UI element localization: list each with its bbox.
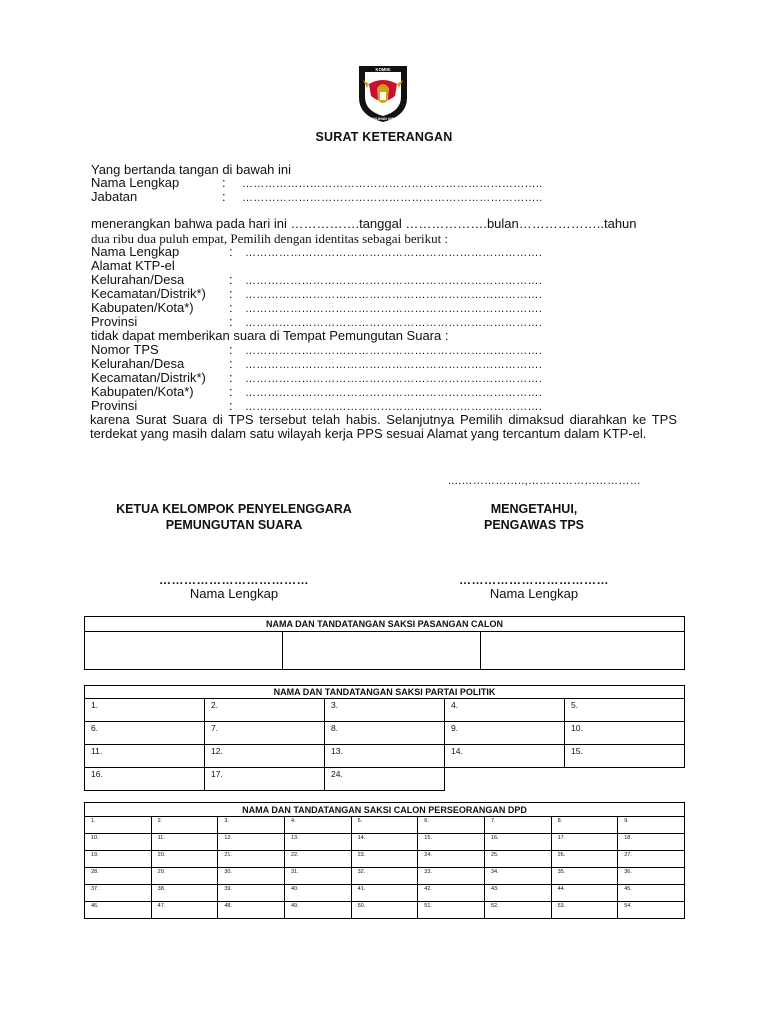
dpd-witness-cell[interactable]: 2.: [151, 817, 218, 834]
dpd-witness-cell[interactable]: 10.: [85, 834, 152, 851]
dpd-witness-cell[interactable]: 19.: [85, 851, 152, 868]
voter-district-label: Kecamatan/Distrik*): [91, 286, 206, 301]
dpd-table-body: [85, 817, 685, 919]
dpd-table-row: [85, 817, 685, 834]
dpd-witness-cell[interactable]: 3.: [218, 817, 285, 834]
dpd-witness-cell[interactable]: 11.: [151, 834, 218, 851]
voter-regency-colon: :: [229, 300, 233, 315]
signer-name-colon: :: [222, 175, 226, 190]
dpd-table-row: [85, 868, 685, 885]
tps-village-label: Kelurahan/Desa: [91, 356, 185, 371]
dpd-witness-cell[interactable]: 47.: [151, 902, 218, 919]
tps-intro-text: tidak dapat memberikan suara di Tempat Pemungutan Suara :: [91, 328, 449, 343]
dpd-witness-cell[interactable]: 33.: [418, 868, 485, 885]
dpd-witness-cell[interactable]: 31.: [284, 868, 351, 885]
tps-number-label: Nomor TPS: [91, 342, 159, 357]
dpd-witness-cell[interactable]: 17.: [551, 834, 618, 851]
logo-top-text: KOMISI: [375, 67, 391, 72]
tps-village-field[interactable]: …………………………………………………………………….: [245, 359, 543, 371]
kpu-emblem-icon: [355, 62, 411, 124]
dpd-witness-cell[interactable]: 14.: [351, 834, 418, 851]
dpd-witness-cell[interactable]: 54.: [618, 902, 685, 919]
dpd-witness-cell[interactable]: 12.: [218, 834, 285, 851]
dpd-witness-cell[interactable]: 16.: [484, 834, 551, 851]
signer-name-label: Nama Lengkap: [91, 175, 180, 190]
voter-name-colon: :: [229, 244, 233, 259]
dpd-witness-cell[interactable]: 40.: [284, 885, 351, 902]
voter-district-colon: :: [229, 286, 233, 301]
voter-village-colon: :: [229, 272, 233, 287]
logo-bottom-text: PEMILIHAN UMUM: [367, 117, 399, 121]
dpd-table-row: [85, 902, 685, 919]
dpd-witness-cell[interactable]: 6.: [418, 817, 485, 834]
tps-village-colon: :: [229, 356, 233, 371]
dpd-witness-cell[interactable]: 32.: [351, 868, 418, 885]
dpd-witness-cell[interactable]: 43.: [484, 885, 551, 902]
tps-regency-field[interactable]: …………………………………………………………………….: [245, 387, 543, 399]
dpd-table-row: [85, 851, 685, 868]
dpd-witness-cell[interactable]: 46.: [85, 902, 152, 919]
party-witness-cell[interactable]: 9.: [445, 722, 565, 745]
dpd-witness-cell[interactable]: 22.: [284, 851, 351, 868]
dpd-witness-cell[interactable]: 41.: [351, 885, 418, 902]
right-title-line-1: MENGETAHUI,: [490, 502, 578, 516]
voter-village-field[interactable]: …………………………………………………………………….: [245, 275, 543, 287]
kpu-logo: [355, 62, 411, 124]
dpd-table-row: [85, 885, 685, 902]
dpd-witness-cell[interactable]: 15.: [418, 834, 485, 851]
dpd-witness-cell[interactable]: 8.: [551, 817, 618, 834]
dpd-witness-cell[interactable]: 30.: [218, 868, 285, 885]
closing-paragraph: karena Surat Suara di TPS tersebut telah habis. Selanjutnya Pemilih dimaksud diarahkan ke TPS terdekat yang masih dalam satu wilayah kerja PPS sesuai Alamat yang tercantum dalam KTP-el.: [90, 412, 677, 441]
tps-district-label: Kecamatan/Distrik*): [91, 370, 206, 385]
tps-regency-colon: :: [229, 384, 233, 399]
left-title-line-2: PEMUNGUTAN SUARA: [165, 518, 303, 532]
voter-regency-label: Kabupaten/Kota*): [91, 300, 194, 315]
party-witness-cell[interactable]: 7.: [205, 722, 325, 745]
dpd-witness-cell[interactable]: 24.: [418, 851, 485, 868]
dpd-witness-cell[interactable]: 49.: [284, 902, 351, 919]
dpd-witness-cell[interactable]: 26.: [551, 851, 618, 868]
candidate-witness-table: [84, 616, 685, 670]
dpd-witness-cell[interactable]: 36.: [618, 868, 685, 885]
party-table-header: NAMA DAN TANDATANGAN SAKSI PARTAI POLITIK: [85, 686, 685, 699]
voter-regency-field[interactable]: …………………………………………………………………….: [245, 303, 543, 315]
dpd-witness-cell[interactable]: 18.: [618, 834, 685, 851]
party-witness-cell[interactable]: 14.: [445, 745, 565, 768]
candidate-witness-cell[interactable]: [481, 632, 685, 670]
tps-number-colon: :: [229, 342, 233, 357]
left-signer-name: Nama Lengkap: [189, 586, 279, 601]
party-witness-cell[interactable]: 2.: [205, 699, 325, 722]
dpd-witness-table: [84, 802, 685, 919]
tps-district-field[interactable]: …………………………………………………………………….: [245, 373, 543, 385]
tps-province-colon: :: [229, 398, 233, 413]
left-signature-line[interactable]: ………………………………: [159, 573, 309, 587]
dpd-table-header: NAMA DAN TANDATANGAN SAKSI CALON PERSEORANGAN DPD: [85, 803, 685, 817]
voter-province-field[interactable]: …………………………………………………………………….: [245, 317, 543, 329]
dpd-witness-cell[interactable]: 21.: [218, 851, 285, 868]
party-witness-cell[interactable]: 4.: [445, 699, 565, 722]
signer-position-label: Jabatan: [91, 189, 138, 204]
signer-position-field[interactable]: ……………………………………………………………………..: [242, 192, 543, 204]
right-signature-line[interactable]: ………………………………: [459, 573, 609, 587]
party-witness-table: [84, 685, 685, 791]
dpd-witness-cell[interactable]: 13.: [284, 834, 351, 851]
tps-number-field[interactable]: …………………………………………………………………….: [245, 345, 543, 357]
party-witness-cell[interactable]: 13.: [325, 745, 445, 768]
voter-name-field[interactable]: …………………………………………………………………….: [245, 247, 543, 259]
party-witness-cell[interactable]: 15.: [565, 745, 685, 768]
voter-address-label: Alamat KTP-el: [91, 258, 175, 273]
tps-regency-label: Kabupaten/Kota*): [91, 384, 194, 399]
dpd-witness-cell[interactable]: 35.: [551, 868, 618, 885]
dpd-witness-cell[interactable]: 45.: [618, 885, 685, 902]
statement-line-2: dua ribu dua puluh empat, Pemilih dengan identitas sebagai berikut :: [91, 231, 449, 246]
tps-district-colon: :: [229, 370, 233, 385]
left-title-line-1: KETUA KELOMPOK PENYELENGGARA: [116, 502, 352, 516]
party-witness-cell[interactable]: 3.: [325, 699, 445, 722]
party-witness-cell[interactable]: 17.: [205, 768, 325, 791]
right-signer-name: Nama Lengkap: [489, 586, 579, 601]
dpd-witness-cell[interactable]: 29.: [151, 868, 218, 885]
voter-name-label: Nama Lengkap: [91, 244, 180, 259]
voter-district-field[interactable]: …………………………………………………………………….: [245, 289, 543, 301]
dpd-witness-cell[interactable]: 44.: [551, 885, 618, 902]
signer-name-field[interactable]: ……………………………………………………………………..: [242, 178, 543, 190]
intro-text: Yang bertanda tangan di bawah ini: [91, 162, 291, 177]
dpd-witness-cell[interactable]: 20.: [151, 851, 218, 868]
dpd-witness-cell[interactable]: 38.: [151, 885, 218, 902]
tps-province-field[interactable]: …………………………………………………………………….: [245, 401, 543, 413]
dpd-witness-cell[interactable]: 53.: [551, 902, 618, 919]
party-witness-cell[interactable]: 16.: [85, 768, 205, 791]
candidate-witness-cell[interactable]: [85, 632, 283, 670]
dpd-witness-cell[interactable]: 42.: [418, 885, 485, 902]
party-witness-cell[interactable]: 6.: [85, 722, 205, 745]
party-witness-cell[interactable]: 5.: [565, 699, 685, 722]
dpd-witness-cell[interactable]: 51.: [418, 902, 485, 919]
place-date-field[interactable]: ....……………..,…………………………: [448, 475, 641, 487]
dpd-witness-cell[interactable]: 34.: [484, 868, 551, 885]
dpd-witness-cell[interactable]: 1.: [85, 817, 152, 834]
dpd-witness-cell[interactable]: 5.: [351, 817, 418, 834]
party-witness-cell[interactable]: 24.: [325, 768, 445, 791]
dpd-witness-cell[interactable]: 27.: [618, 851, 685, 868]
dpd-witness-cell[interactable]: 48.: [218, 902, 285, 919]
dpd-table-row: [85, 834, 685, 851]
dpd-witness-cell[interactable]: 4.: [284, 817, 351, 834]
dpd-witness-cell[interactable]: 7.: [484, 817, 551, 834]
party-witness-cell[interactable]: 12.: [205, 745, 325, 768]
party-table-blank-area: [445, 768, 685, 791]
voter-province-label: Provinsi: [91, 314, 138, 329]
left-signature-title: [84, 501, 384, 533]
voter-village-label: Kelurahan/Desa: [91, 272, 185, 287]
party-witness-cell[interactable]: 1.: [85, 699, 205, 722]
dpd-witness-cell[interactable]: 28.: [85, 868, 152, 885]
right-title-line-2: PENGAWAS TPS: [483, 518, 585, 532]
tps-province-label: Provinsi: [91, 398, 138, 413]
statement-line-1: menerangkan bahwa pada hari ini …………….tanggal ……………….bulan………………..tahun: [91, 216, 637, 231]
dpd-witness-cell[interactable]: 50.: [351, 902, 418, 919]
candidate-witness-cell[interactable]: [283, 632, 481, 670]
voter-province-colon: :: [229, 314, 233, 329]
party-witness-cell[interactable]: 11.: [85, 745, 205, 768]
dpd-witness-cell[interactable]: 52.: [484, 902, 551, 919]
dpd-witness-cell[interactable]: 37.: [85, 885, 152, 902]
party-witness-cell[interactable]: 10.: [565, 722, 685, 745]
document-title: SURAT KETERANGAN: [315, 130, 453, 144]
dpd-witness-cell[interactable]: 23.: [351, 851, 418, 868]
right-signature-title: [434, 501, 634, 533]
signer-position-colon: :: [222, 189, 226, 204]
dpd-witness-cell[interactable]: 9.: [618, 817, 685, 834]
candidate-table-header: NAMA DAN TANDATANGAN SAKSI PASANGAN CALON: [85, 617, 685, 632]
party-witness-cell[interactable]: 8.: [325, 722, 445, 745]
dpd-witness-cell[interactable]: 25.: [484, 851, 551, 868]
dpd-witness-cell[interactable]: 39.: [218, 885, 285, 902]
